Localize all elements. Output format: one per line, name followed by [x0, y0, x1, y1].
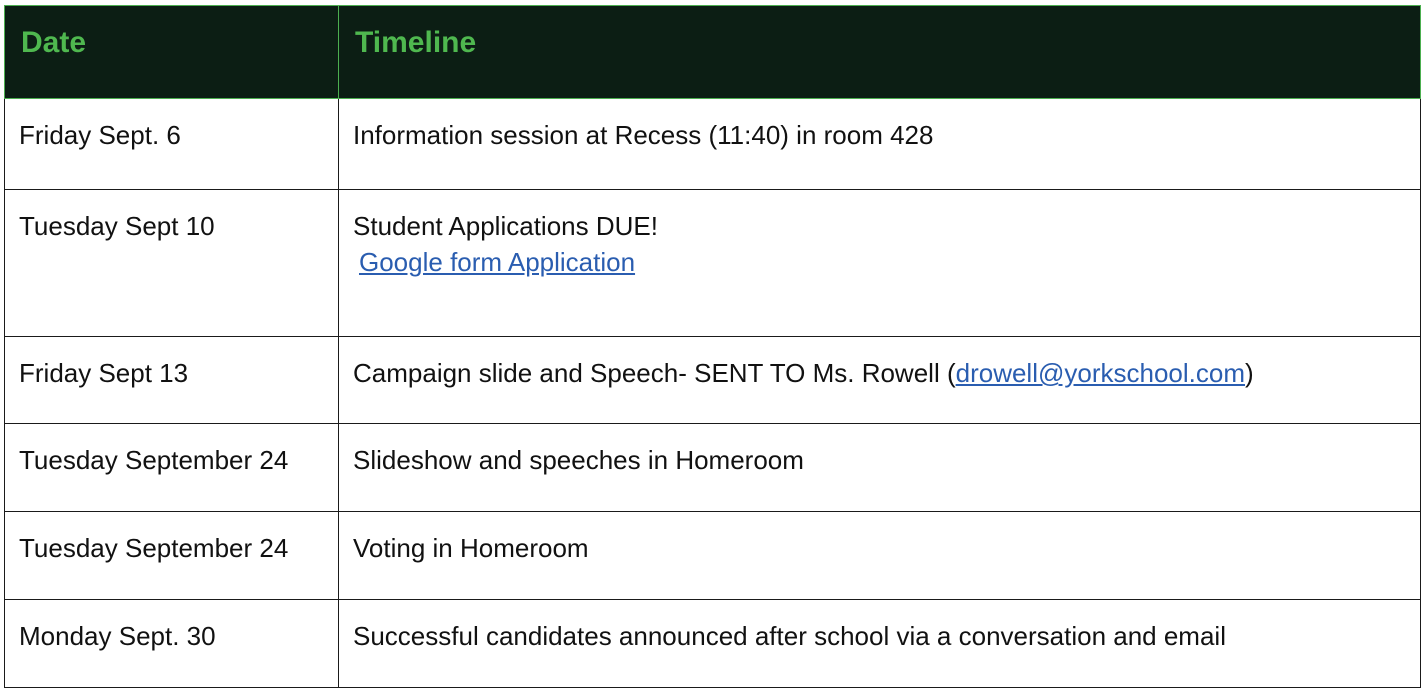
header-row — [5, 6, 1421, 99]
timeline-table — [4, 5, 1421, 688]
table-row — [5, 512, 1421, 600]
event-text: Campaign slide and Speech- SENT TO Ms. Rowell ( — [353, 358, 956, 388]
date-cell: Tuesday Sept 10 — [5, 190, 339, 337]
date-cell: Monday Sept. 30 — [5, 600, 339, 688]
timeline-cell: Slideshow and speeches in Homeroom — [339, 424, 1421, 512]
date-cell: Friday Sept. 6 — [5, 99, 339, 190]
table-row — [5, 337, 1421, 424]
table-row — [5, 424, 1421, 512]
timeline-cell: Successful candidates announced after school via a conversation and email — [339, 600, 1421, 688]
google-form-link[interactable]: Google form Application — [359, 247, 636, 277]
table-row — [5, 600, 1421, 688]
date-cell: Tuesday September 24 — [5, 512, 339, 600]
date-cell: Friday Sept 13 — [5, 337, 339, 424]
timeline-cell: Information session at Recess (11:40) in room 428 — [339, 99, 1421, 190]
timeline-cell — [339, 190, 1421, 337]
date-cell: Tuesday September 24 — [5, 424, 339, 512]
event-text-suffix: ) — [1245, 358, 1254, 388]
table-row — [5, 190, 1421, 337]
email-link[interactable]: drowell@yorkschool.com — [955, 358, 1245, 388]
event-text: Student Applications DUE! — [353, 211, 658, 241]
timeline-cell — [339, 337, 1421, 424]
timeline-cell: Voting in Homeroom — [339, 512, 1421, 600]
table-row — [5, 99, 1421, 190]
column-header-date: Date — [5, 6, 339, 99]
column-header-timeline: Timeline — [339, 6, 1421, 99]
